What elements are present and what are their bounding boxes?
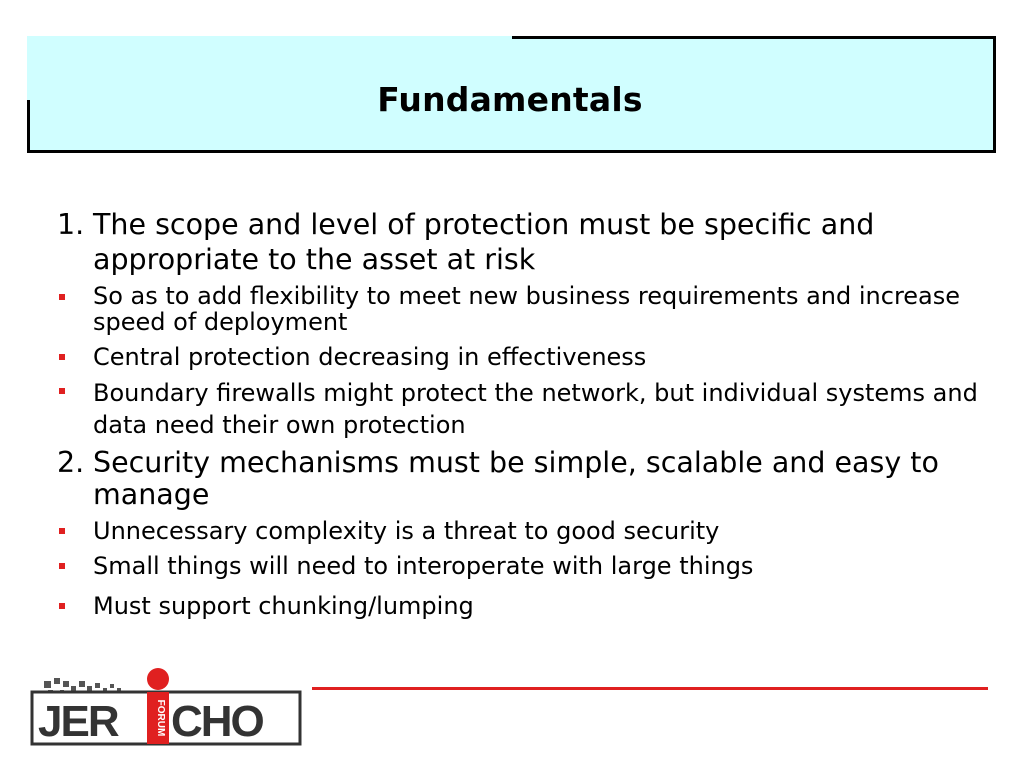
logo-text-right: CHO <box>171 697 263 746</box>
bullet-text: Must support chunking/lumping <box>93 592 474 620</box>
bullet-marker <box>59 563 65 569</box>
point-2-text: Security mechanisms must be simple, scalable and easy to manage <box>93 446 939 511</box>
point-2-number: 2. <box>57 446 85 479</box>
jericho-forum-logo <box>30 664 302 746</box>
point-1-bullets <box>57 283 997 441</box>
bullet-item <box>57 592 997 620</box>
title-box-top-border <box>512 36 993 39</box>
title-box <box>27 36 996 153</box>
point-1 <box>57 207 997 277</box>
bullet-text: So as to add flexibility to meet new business requirements and increase speed of deployment <box>93 282 961 336</box>
bullet-item <box>57 283 997 335</box>
point-1-number: 1. <box>57 208 85 241</box>
logo-text-left: JER <box>38 697 118 746</box>
slide-title: Fundamentals <box>377 80 643 119</box>
bullet-item <box>57 377 997 441</box>
footer-divider <box>312 687 988 690</box>
logo-forum-text: FORUM <box>155 699 166 737</box>
bullet-text: Boundary firewalls might protect the network, but individual systems and data need their own protection <box>93 379 978 439</box>
point-2-bullets <box>57 517 997 620</box>
bullet-item <box>57 343 997 371</box>
bullet-text: Central protection decreasing in effectiveness <box>93 343 647 371</box>
point-2 <box>57 447 997 511</box>
bullet-text: Unnecessary complexity is a threat to good security <box>93 517 720 545</box>
bullet-marker <box>59 603 65 609</box>
bullet-item <box>57 552 997 580</box>
slide-content <box>57 207 997 620</box>
bullet-marker <box>59 354 65 360</box>
bullet-marker <box>59 528 65 534</box>
bullet-marker <box>59 294 65 300</box>
bullet-text: Small things will need to interoperate with large things <box>93 552 754 580</box>
point-1-text: The scope and level of protection must be specific and appropriate to the asset at risk <box>93 208 875 276</box>
bullet-marker <box>59 388 65 394</box>
bullet-item <box>57 517 997 545</box>
